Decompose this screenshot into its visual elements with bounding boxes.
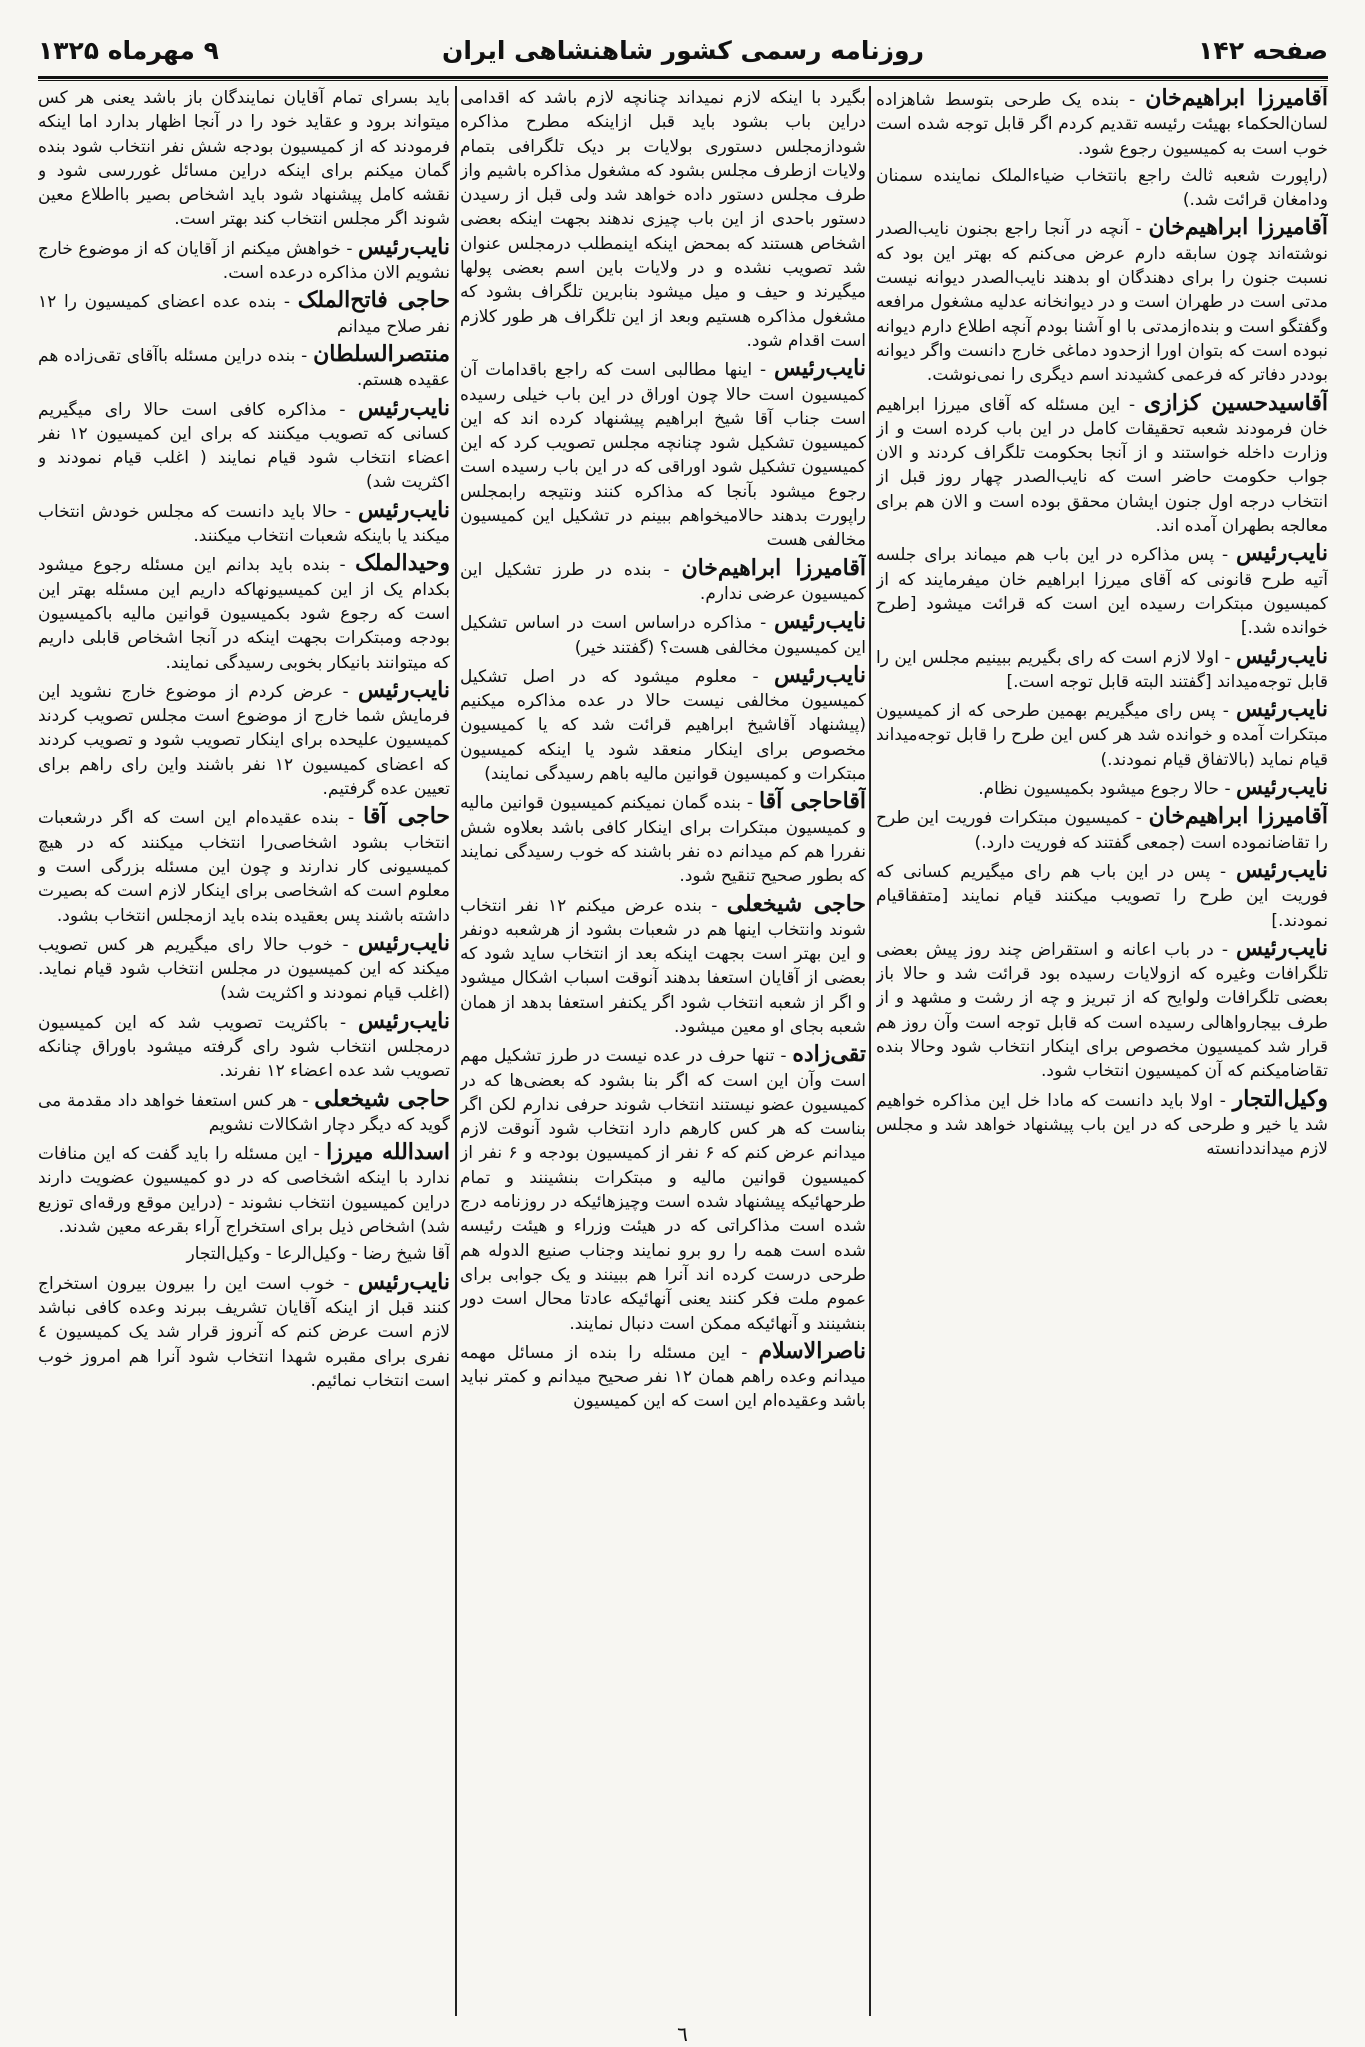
speaker-name: حاجی فاتح‌الملک [297,287,450,314]
paragraph [460,789,866,888]
column-middle [460,86,866,2026]
paragraph-text: بگیرد با اینکه لازم نمیداند چنانچه لازم باشد که اقدامی دراین باب بشود باید قبل ازاینکه مطرح مذاکره شود‌ازمجلس دستوری بولایات بر دیک تلگرافی بتمام ولایات ازطرف مجلس بشود که مشغول مذاکره‌ باشیم واز طرف مجلس دستور داده خواهد شد ولی قبل از رسیدن دستور باحدی از این باب چیزی ندهند بجهت اینکه بعضی اشخاص هستند که بمحض اینکه اینمطلب درمجلس عنوان شد تصویب نشده و در ولایات باین اسم بعضی پولها میگیرند و حیف و میل میشود بنابرین تلگراف بشود که مشغول مذاکره هستیم وبعد از این تلگراف هر طور کلازم است اقدام شود. [460,88,866,351]
header-rule-thin [38,80,1328,81]
paragraph [876,775,1328,801]
header-rule [38,76,1328,79]
paragraph-text: - این مسئله را بنده از مسائل مهمه میدانم وعده راهم همان ۱۲ نفر صحیح میدانم و کمتر نباید باشد وعقیده‌ام این است که این کمیسیون [460,1342,866,1412]
speaker-name: نایب‌رئیس [774,355,866,382]
paragraph-text: - هر کس استعفا خواهد داد مقدمة می گوید که دیگر دچار اشکالات نشویم [38,1090,450,1135]
column-left [38,86,450,2026]
paragraph [460,892,866,1040]
speaker-name: نایب‌رئیس [1236,696,1328,723]
paragraph-text: - بنده عده اعضای کمیسیون را ۱۲ نفر صلاح میدانم [38,292,450,337]
column-right [876,86,1328,2026]
speaker-name: منتصرالسلطان [313,340,450,367]
paragraph [38,288,450,339]
paragraph-text: باید بسرای تمام آقایان نمایندگان باز باشد یعنی هر کس میتواند برود و عقاید خود را در آنجا اظهار بدارد اما اینکه فرمودند که از کمیسیون بودجه شش نفر انتخاب شود بنده گمان میکنم برای اینکه دراین مسائل غوررسی شود و نقشه کامل پیشنهاد شود باید اشخاص بصیر بااطلاع معین شوند اگر مجلس انتخاب کند بهتر است. [38,88,450,230]
speaker-name: نایب‌رئیس [1236,856,1328,883]
speaker-name: وکیل‌التجار [1232,1085,1328,1112]
paragraph [38,86,450,232]
speaker-name: نایب‌رئیس [1236,774,1328,801]
paragraph-text: - معلوم میشود که در اصل تشکیل کمیسیون مخالفی نیست حالا در عده مذاکره میکنیم (پیشنهاد آقاشیخ ابراهیم قرائت شد که یا کمیسیون مخصوص برای اینکار منعقد شود یا اینکه کمیسیون مبتکرات و کمیسیون قوانین مالیه‌ باهم‌ رسیدگی نمایند) [460,666,866,785]
paragraph-text: - اینها مطالبی است که راجع باقدامات آن کمیسیون است حالا چون اوراق در این باب خیلی رسیده است جناب آقا شیخ ابراهیم پیشنهاد کرده اند که این کمیسیون تشکیل شود چنانچه مجلس تصویب کرد که این کمیسیون تشکیل شود اوراقی که در این باب رسیده است رجوع میشود بآنجا که مذاکره کنند ونتیجه رابمجلس راپورت بدهند حالامیخواهم ببینم در تشکیل این کمیسیون مخالفی هست [460,360,866,551]
speaker-name: نایب‌رئیس [1236,540,1328,567]
paragraph-text: - بنده در طرز تشکیل این کمیسیون عرضی ندارم. [460,559,866,604]
paragraph [38,1140,450,1239]
paragraph [460,556,866,607]
paragraph [876,164,1328,213]
speaker-name: نایب‌رئیس [1236,642,1328,669]
paragraph [38,396,450,495]
paragraph [38,1009,450,1084]
paragraph-text: - خوب حالا رای میگیریم هر کس تصویب میکند که این کمیسیون در مجلس انتخاب شود قیام نماید. (اغلب قیام نمودند و اکثریت شد) [38,934,450,1004]
paragraph-text: - حالا رجوع میشود بکمیسیون نظام. [978,779,1236,800]
paragraph [876,644,1328,695]
paragraph [38,235,450,286]
column-divider [455,86,457,2016]
paragraph-text: - تنها حرف در عده نیست در طرز تشکیل مهم است وآن این است که اگر بنا بشود که بعضی‌ها که در کمیسیون عضو نیستند انتخاب شوند حرفی ندارم لکن اگر بناست که هر کس کارهم دارد انتخاب شود آنوقت لازم میدانم عرض کنم که ۶ نفر از کمیسیون بودجه و ۶ نفر از کمیسیون قوانین مالیه و مبتکرات بنشینند و تمام طرحهائیکه پیشنهاد شده است وچیزهائیکه در روزنامه درج شده است مذاکراتی که در هیئت وزراء و هیئت رئیسه شده است همه را رو برو نمایند وجناب صنیع الدوله هم طرحی درست کرده اند آنرا هم ببینند و یک جوابی برای عموم ملت فکر کنند یعنی آنهائیکه عادتا محال است دور بنشینند و آنهائیکه ممکن است دنبال نمایند. [460,1046,866,1334]
paragraph-text: (راپورت شعبه ثالث راجع بانتخاب ضیاءالملک نماینده سمنان ودامغان قرائت شد.) [876,165,1328,211]
paragraph [38,804,450,927]
speaker-name: نایب‌رئیس [358,1007,450,1034]
speaker-name: نایب‌رئیس [774,608,866,635]
paragraph [38,1087,450,1138]
paragraph-text: - عرض کردم از موضوع خارج نشوید این فرمایش شما خارج از موضوع است مجلس تصویب کردند کمیسیون علیحده برای اینکار تصویب شود و تصویب کردند که اعضای کمیسیون ۱۲ نفر باشند واین رای راهم برای تعیین عده گرفتیم. [38,681,450,800]
speaker-name: وحیدالملک [355,550,450,577]
paragraph [38,1242,450,1266]
speaker-name: نایب‌رئیس [358,676,450,703]
paragraph [38,498,450,549]
paragraph-text: - این مسئله که آقای میرزا ابراهیم خان فرمودند شعبه تحقیقات کامل در این باب کرده است و از وزارت داخله خواستند و از آنجا بحکومت تلگراف کردند و الان جواب حکومت حاضر است که نایب‌الصدر چهار روز قبل از انتخاب درجه اول جنون ایشان محقق بوده است و الان هم برای معالجه بطهران آمده اند. [876,394,1328,537]
issue-date: ۹ مهرماه ۱۳۲۵ [38,36,219,65]
column-divider [869,86,871,2016]
paragraph [876,697,1328,772]
paragraph [38,931,450,1006]
speaker-name: نایب‌رئیس [358,929,450,956]
speaker-name: تقی‌زاده [792,1041,866,1068]
paragraph-text: - پس مذاکره در این باب هم میماند برای جلسه آتیه طرح قانونی که آقای میرزا ابراهیم خان میفرمایند که از کمیسیون مبتکرات رسیده این است که قرائت میشود [طرح خوانده شد.] [876,545,1328,639]
paragraph-text: - خوب است این را بیرون بیرون استخراج کنند قبل از اینکه آقایان تشریف ببرند وعده کافی نباشد لازم است عرض کنم که آنروز قرار شد یک کمیسیون ٤ نفری برای مقبره شهدا انتخاب شود آنرا هم امروز خوب است انتخاب نمائیم. [38,1273,450,1391]
paragraph-text: - این مسئله را باید گفت که این منافات ندارد با اینکه اشخاصی که در دو کمیسیون عضویت دارند دراین کمیسیون انتخاب نشوند - (دراین موقع ورقه‌ای توزیع شد) اشخاص ذیل برای استخراج آراء بقرعه معین شدند. [38,1144,450,1238]
paragraph-text: - بنده عقیده‌ام این است که اگر درشعبات انتخاب بشود اشخاصی‌را انتخاب میکنند که در هیچ کمیسیونی کار ندارند و چون این مسئله بزرگی است و معلوم است که اشخاصی برای اینکار لازم است که بصیرت داشته باشند پس بعقیده بنده باید ازمجلس انتخاب بشود. [38,808,450,926]
speaker-name: آقامیرزا ابراهیم‌خان [1145,86,1328,111]
paragraph-text: - حالا باید دانست که مجلس خودش انتخاب میکند یا باینکه شعبات انتخاب میکنند. [38,501,450,547]
paragraph [460,663,866,786]
paragraph-text: - اولا باید دانست که مادا خل این مذاکره خواهیم شد یا خیر و طرحی که در این باب پیشنهاد خواهد شد و مجلس لازم میداند‌دانسته [876,1090,1328,1160]
paragraph-text: - باکثریت تصویب شد که این کمیسیون درمجلس انتخاب شود رای گرفته میشود باوراق چنانکه تصویب شد عده اعضاء ۱۲ نفرند. [38,1012,450,1082]
paragraph-text: - بنده عرض میکنم ۱۲ نفر انتخاب شوند وانتخاب اینها هم در شعبات بشود از هرشعبه دونفر و این بهتر است بجهت اینکه بعد از انتخاب ساید شود که بعضی از آقایان استعفا بدهند آنوقت اسباب اشکال میشود و اگر از شعبه انتخاب شود اگر یکنفر استعفا بدهد از همان شعبه بجای او معین میشود. [460,895,866,1037]
speaker-name: آقاحاجی آقا [758,788,866,815]
paragraph [876,804,1328,855]
page-header [38,30,1328,74]
newspaper-title: روزنامه رسمی کشور شاهنشاهی ایران [441,36,924,65]
speaker-name: حاجی شیخعلی [314,1085,450,1112]
speaker-name: آقامیرزا ابراهیم‌خان [681,554,866,581]
paragraph-text: - مذاکره دراساس است در اساس تشکیل این کمیسیون مخالفی هست؟ (گفتند خیر) [460,613,866,658]
paragraph-text: - اولا لازم است که رای بگیریم ببینیم مجلس این را قابل توجه‌میداند [گفتند البته قابل توجه است.] [876,647,1328,692]
speaker-name: آقاسیدحسین کزازی [1143,389,1328,416]
paragraph [460,1339,866,1414]
paragraph [38,1270,450,1393]
paragraph [38,551,450,674]
speaker-name: اسدالله میرزا [326,1139,450,1166]
paragraph-text: - پس رای میگیریم بهمین طرحی که از کمیسیون مبتکرات آمده و خوانده شد هر کس این طرح را قابل توجه‌میداند قیام نماید (بالاتفاق قیام نمودند.) [876,701,1328,770]
paragraph-text: - خواهش میکنم از آقایان که از موضوع خارج نشویم الان مذاکره درعده است. [38,238,450,284]
paragraph [460,1042,866,1336]
speaker-name: نایب‌رئیس [358,394,450,421]
paragraph [38,678,450,801]
paragraph-text: - بنده یک طرحی بتوسط شاهزاده‌ لسان‌الحکماء بهیئت رئیسه تقدیم کردم اگر قابل توجه شده است خوب است به کمیسیون رجوع شود. [876,90,1328,159]
paragraph-text: - مذاکره کافی است حالا رای میگیریم کسانی که تصویب میکنند که برای این کمیسیون ۱۲ نفر اعضاء انتخاب شود قیام نمایند ( اغلب قیام نمودند و اکثریت شد) [38,399,450,493]
page-number: ٦ [677,2022,688,2046]
speaker-name: حاجی شیخعلی [726,890,866,917]
paragraph-text: - پس در این باب هم رای میگیریم کسانی که فوریت این طرح را تصویب میکنند قیام نمایند [متفقاقیام نمودند.] [876,861,1328,931]
paragraph [876,391,1328,539]
speaker-name: نایب‌رئیس [358,1268,450,1295]
speaker-name: آقامیرزا ابراهیم‌خان [1148,803,1328,830]
paragraph [876,541,1328,640]
speaker-name: ناصرالاسلام [758,1337,866,1364]
speaker-name: حاجی آقا [363,803,450,830]
paragraph [876,215,1328,387]
speaker-name: نایب‌رئیس [774,661,866,688]
page-label: صفحه ۱۴۲ [1198,36,1328,65]
speaker-name: نایب‌رئیس [358,233,450,260]
paragraph [460,86,866,353]
paragraph-text: - بنده باید بدانم این مسئله رجوع میشود بکدام یک از این کمیسیونهاکه داریم این مسئله بهتر این است که رجوع شود بکمیسیون قوانین مالیه باکمیسیون بودجه ومبتکرات بجهت اینکه در آنجا اشخاص قابلی داریم که میتوانند بانیکار بخوبی رسیدگی نمایند. [38,555,450,673]
speaker-name: نایب‌رئیس [358,496,450,523]
paragraph-text: - در باب اعانه و استقراض چند روز پیش بعضی تلگرافات وغیره که ازولایات رسیده بود قرائت شد و حالا باز بعضی تلگرافات ولوایح که از تبریز و چه از رشت و مشهد و از طرف بیجارواهالی رسیده است که قابل توجه است وآن روز هم قرار شد کمیسیون مخصوص برای اینکار انتخاب شود وحالا بنده تقاضامیکنم که آن کمیسیون انتخاب شود. [876,939,1328,1082]
paragraph [876,86,1328,161]
paragraph-text: - بنده دراین مسئله باآقای تقی‌زاده هم عقیده هستم. [38,345,450,391]
speaker-name: آقامیرزا ابراهیم‌خان [1148,214,1328,241]
paragraph-text: - بنده گمان نمیکنم کمیسیون قوانین مالیه و کمیسیون مبتکرات برای اینکار کافی باشد بعلاوه شش نفررا هم کم میدانم ده نفر باشند که خوب رسیدگی نمایند که بطور صحیح تنقیح شود. [460,793,866,887]
paragraph [876,936,1328,1084]
paragraph [460,356,866,552]
paragraph-text: - آنچه در آنجا راجع بجنون نایب‌الصدر نوشته‌اند چون سابقه دارم عرض می‌کنم که بهتر این بود که نسبت جنون را برای دهندگان او بدهند نایب‌الصدر دیوانه نیست مدتی است در طهران است و در دیوانخانه عدلیه مشغول مرافعه وگفتگو است و بنده‌ازمدتی با او آشنا بودم آنچه اطلاع دارم دیوانه نبوده است که بتوان اورا ازحدود دماغی خارج دانست واگر دیوانه بوددر دفاتر که فرعمی کشیدند اسم دیگری را نمی‌نوشت. [876,219,1328,386]
paragraph-text: آقا شیخ رضا - وکیل‌الرعا - وکیل‌التجار [186,1244,450,1265]
paragraph [876,858,1328,933]
paragraph [876,1087,1328,1162]
paragraph-text: - کمیسیون مبتکرات فوریت این طرح را تقاضانموده است (جمعی گفتند که فوریت دارد.) [876,808,1328,853]
paragraph [460,609,866,660]
paragraph [38,342,450,393]
speaker-name: نایب‌رئیس [1236,934,1328,961]
